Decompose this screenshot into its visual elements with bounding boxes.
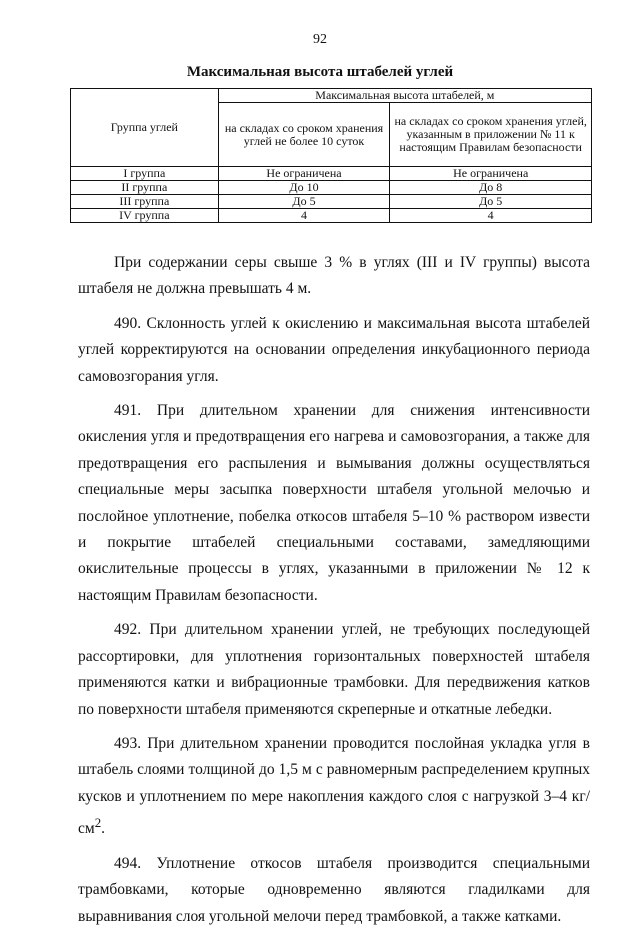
cell-short: До 10 — [218, 181, 390, 195]
paragraph-491: 491. При длительном хранении для снижения интенсивности окисления угля и предотвращения его нагрева и самовозгорания, а также для предотвращения его распыления и вымывания должны осуществляться специальные меры засыпка поверхности штабеля угольной мелочью и послойное уплотнение, побелка откосов штабеля 5–10 % раствором извести и покрытие штабелей специальными составами, замедляющими окислительные процессы в углях, указанными в приложении № 12 к настоящим Правилам безопасности. — [78, 402, 590, 604]
header-long-storage: на складах со сроком хранения углей, указанным в приложении № 11 к настоящим Правилам безопасности — [390, 103, 592, 167]
cell-short: 4 — [218, 209, 390, 223]
paragraph-493-superscript: 2 — [94, 815, 102, 831]
table-row — [71, 195, 592, 209]
table-row — [71, 181, 592, 195]
table-row — [71, 209, 592, 223]
table-title: Максимальная высота штабелей углей — [186, 64, 454, 80]
page-number: 92 — [313, 32, 327, 47]
paragraph-493-end: . — [101, 820, 106, 838]
cell-group: IV группа — [71, 209, 219, 223]
header-coal-group: Группа углей — [71, 89, 219, 167]
coal-stack-height-table — [70, 88, 592, 223]
body-text — [78, 250, 590, 930]
cell-group: II группа — [71, 181, 219, 195]
cell-long: Не ограничена — [390, 167, 592, 181]
paragraph-493 — [78, 731, 590, 843]
cell-group: I группа — [71, 167, 219, 181]
paragraph-490: 490. Склонность углей к окислению и максимальная высота штабелей углей корректируются на основании определения инкубационного периода самовозгорания угля. — [78, 314, 590, 385]
cell-long: До 8 — [390, 181, 592, 195]
paragraph-492: 492. При длительном хранении углей, не требующих последующей рассортировки, для уплотнения горизонтальных поверхностей штабеля применяются катки и вибрационные трамбовки. Для передвижения катков по поверхности штабеля применяются скреперные и откатные лебедки. — [78, 621, 590, 718]
paragraph-494: 494. Уплотнение откосов штабеля производится специальными трамбовками, которые одновременно являются гладилками для выравнивания слоя угольной мелочи перед трамбовкой, а также катками. — [78, 854, 590, 925]
paragraph-493-text: 493. При длительном хранении проводится послойная укладка угля в штабель слоями толщиной до 1,5 м с равномерным распределением крупных кусков и уплотнением по мере накопления каждого слоя с нагрузкой 3–4 кг/см — [78, 734, 590, 838]
cell-short: До 5 — [218, 195, 390, 209]
cell-long: 4 — [390, 209, 592, 223]
header-short-storage: на складах со сроком хранения углей не более 10 суток — [218, 103, 390, 167]
paragraph-sulfur-note: При содержании серы свыше 3 % в углях (III и IV группы) высота штабеля не должна превышать 4 м. — [78, 254, 590, 298]
header-max-height: Максимальная высота штабелей, м — [218, 89, 591, 103]
cell-short: Не ограничена — [218, 167, 390, 181]
cell-group: III группа — [71, 195, 219, 209]
table-row — [71, 167, 592, 181]
cell-long: До 5 — [390, 195, 592, 209]
